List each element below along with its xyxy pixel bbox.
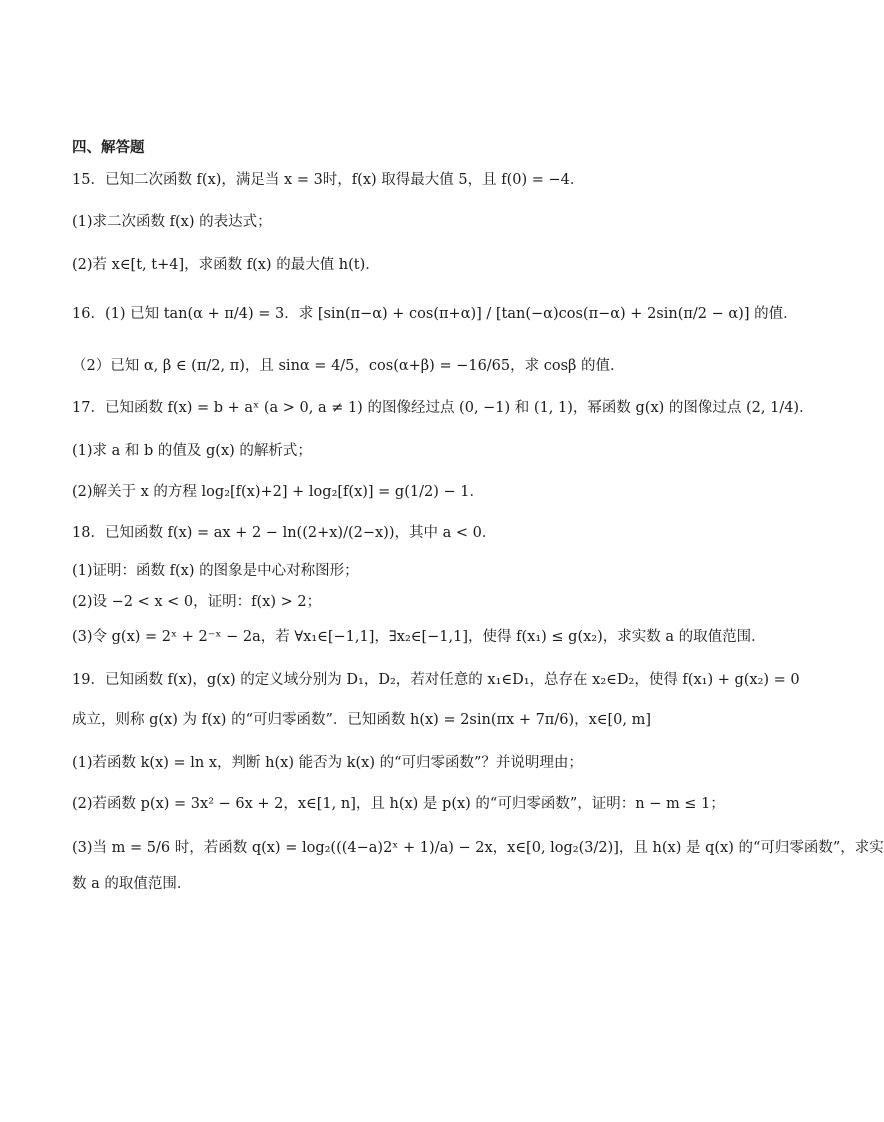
problem-19-part-2: (2)若函数 p(x) = 3x² − 6x + 2，x∈[1, n]，且 h(x) 是 p(x) 的“可归零函数”，证明：n − m ≤ 1； xyxy=(72,796,725,812)
problem-18-part-3: (3)令 g(x) = 2ˣ + 2⁻ˣ − 2a，若 ∀x₁∈[−1,1]，∃x₂∈[−1,1]，使得 f(x₁) ≤ g(x₂)，求实数 a 的取值范围． xyxy=(72,629,766,645)
problem-19-definition: 成立，则称 g(x) 为 f(x) 的“可归零函数”．已知函数 h(x) = 2sin(πx + 7π/6)，x∈[0, m] xyxy=(72,712,652,728)
problem-19-part-3: (3)当 m = 5/6 时，若函数 q(x) = log₂(((4−a)2ˣ + 1)/a) − 2x，x∈[0, log₂(3/2)]，且 h(x) 是 q(x) 的“可归零函数”，求实 xyxy=(72,840,884,856)
problem-18-part-2: (2)设 −2 < x < 0，证明：f(x) > 2； xyxy=(72,594,322,610)
problem-18-part-1: (1)证明：函数 f(x) 的图象是中心对称图形； xyxy=(72,563,359,579)
problem-15-part-1: (1)求二次函数 f(x) 的表达式； xyxy=(72,214,272,230)
problem-19-part-1: (1)若函数 k(x) = ln x，判断 h(x) 能否为 k(x) 的“可归零函数”？并说明理由； xyxy=(72,755,583,771)
problem-16-part-1: 16．(1) 已知 tan(α + π/4) = 3．求 [sin(π−α) + cos(π+α)] / [tan(−α)cos(π−α) + 2sin(π/2 − α)] 的值． xyxy=(72,306,798,322)
problem-18-statement: 18．已知函数 f(x) = ax + 2 − ln((2+x)/(2−x))，其中 a < 0． xyxy=(72,525,497,541)
section-heading: 四、解答题 xyxy=(72,139,145,156)
problem-15-statement: 15．已知二次函数 f(x)，满足当 x = 3时，f(x) 取得最大值 5，且 f(0) = −4． xyxy=(72,172,585,188)
problem-19-part-3-continued: 数 a 的取值范围． xyxy=(72,876,192,892)
problem-17-statement: 17．已知函数 f(x) = b + aˣ (a > 0, a ≠ 1) 的图像经过点 (0, −1) 和 (1, 1)，幂函数 g(x) 的图像过点 (2, 1/4)． xyxy=(72,400,814,416)
problem-16-part-2: （2）已知 α, β ∈ (π/2, π)，且 sinα = 4/5，cos(α+β) = −16/65，求 cosβ 的值． xyxy=(72,358,625,374)
problem-17-part-2: (2)解关于 x 的方程 log₂[f(x)+2] + log₂[f(x)] = g(1/2) − 1． xyxy=(72,484,484,500)
problem-17-part-1: (1)求 a 和 b 的值及 g(x) 的解析式； xyxy=(72,443,312,459)
problem-15-part-2: (2)若 x∈[t, t+4]，求函数 f(x) 的最大值 h(t)． xyxy=(72,257,380,273)
problem-19-statement: 19．已知函数 f(x)，g(x) 的定义域分别为 D₁，D₂，若对任意的 x₁∈D₁，总存在 x₂∈D₂，使得 f(x₁) + g(x₂) = 0 xyxy=(72,672,800,688)
